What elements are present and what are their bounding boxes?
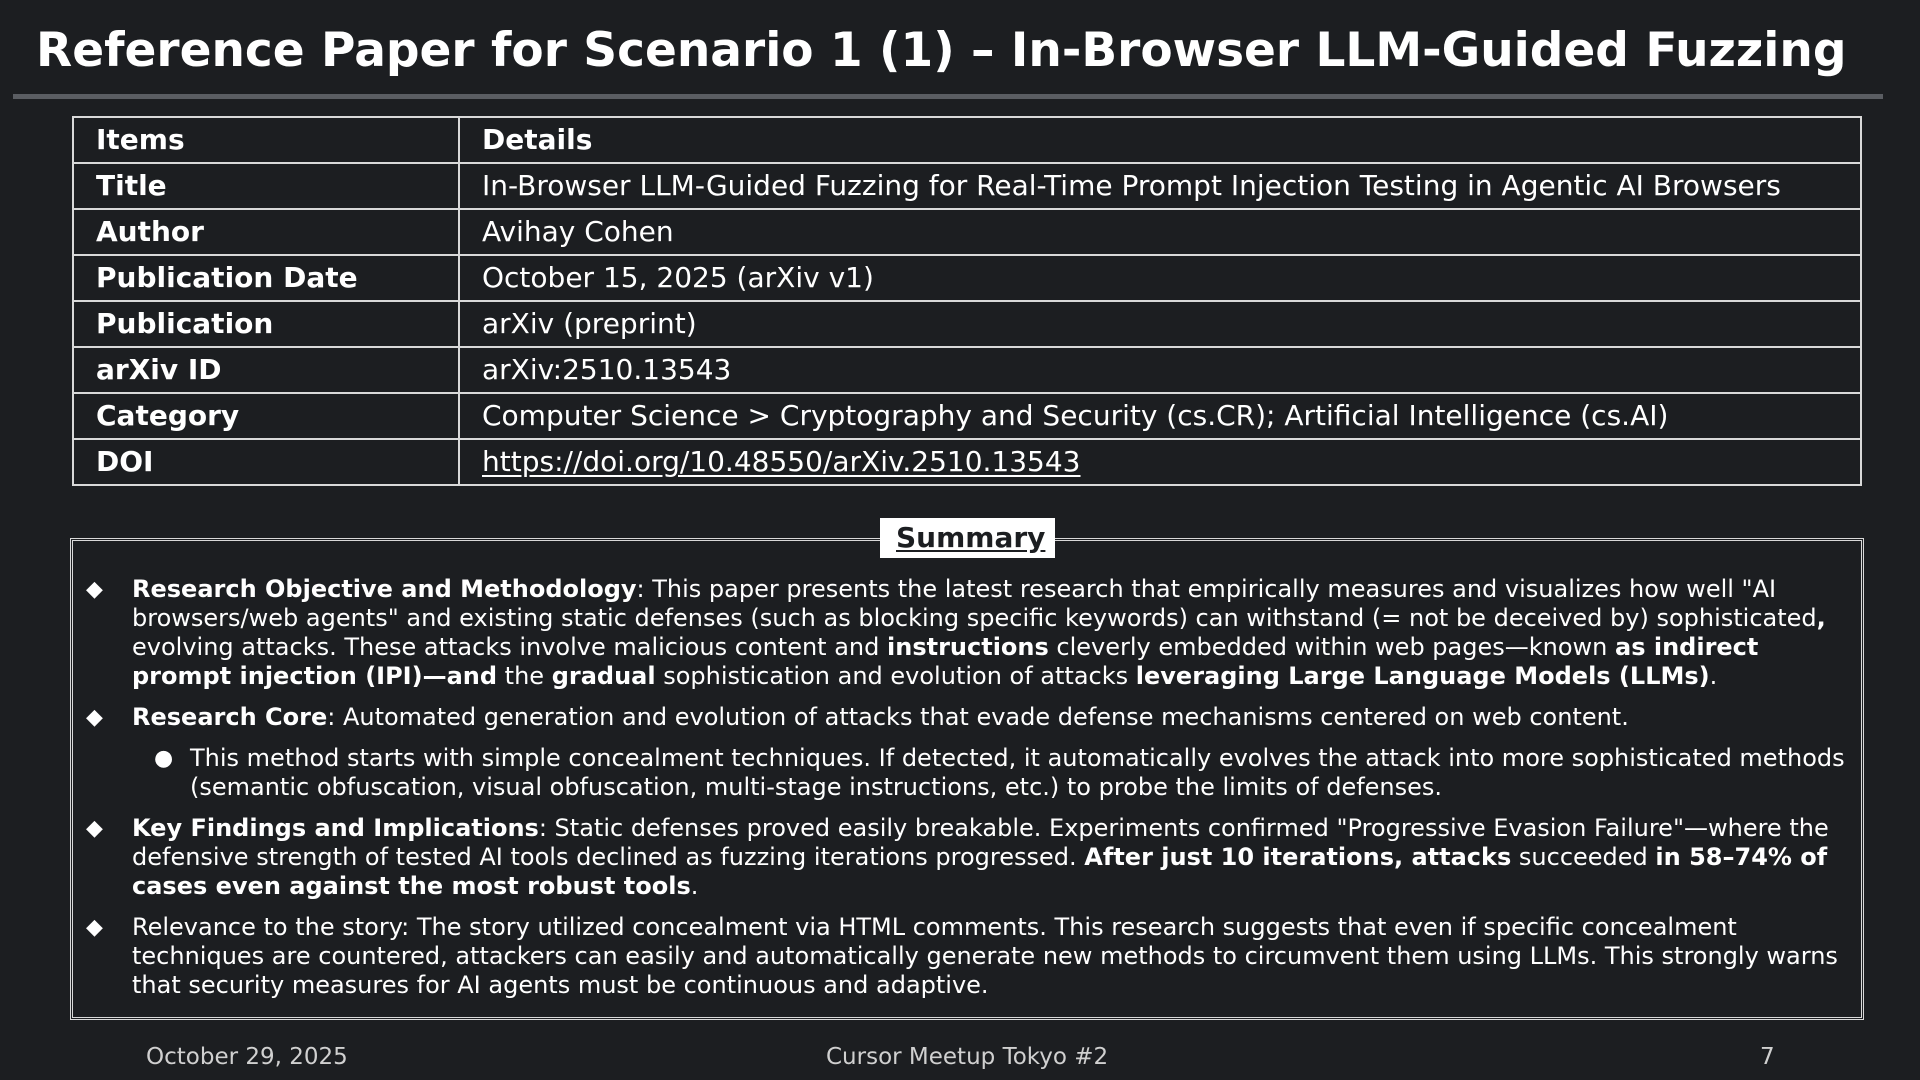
diamond-bullet-icon: ◆: [86, 705, 103, 730]
summary-bullet-core: [86, 703, 1850, 802]
table-row: [73, 439, 1861, 485]
footer-date: October 29, 2025: [146, 1044, 348, 1070]
sub-bullet-method: [132, 744, 1850, 802]
bullet-text: .: [1709, 662, 1718, 690]
bullet-text: : Static defenses proved easily breakable. Experiments confirmed "Progressive Evasion Failure"—where the defensive strength of tested AI tools declined as fuzzing iterations progressed.: [132, 814, 1829, 871]
diamond-bullet-icon: ◆: [86, 577, 103, 602]
row-label-doi: DOI: [73, 439, 459, 485]
bullet-emphasis: instructions: [887, 633, 1049, 661]
bullet-text: sophistication and evolution of attacks: [655, 662, 1136, 690]
header-items: Items: [73, 117, 459, 163]
row-label-publication-date: Publication Date: [73, 255, 459, 301]
row-value-title: In-Browser LLM-Guided Fuzzing for Real-Time Prompt Injection Testing in Agentic AI Browsers: [459, 163, 1861, 209]
bullet-emphasis: gradual: [551, 662, 656, 690]
summary-label: Summary: [880, 518, 1055, 558]
summary-list: [86, 575, 1850, 1012]
row-value-publication: arXiv (preprint): [459, 301, 1861, 347]
row-label-title: Title: [73, 163, 459, 209]
table-row: [73, 255, 1861, 301]
dot-bullet-icon: ●: [154, 746, 174, 771]
row-value-author: Avihay Cohen: [459, 209, 1861, 255]
bullet-heading: Research Objective and Methodology: [132, 575, 637, 603]
bullet-emphasis: After just 10 iterations, attacks: [1084, 843, 1512, 871]
bullet-heading: Research Core: [132, 703, 328, 731]
bullet-text: succeeded: [1511, 843, 1656, 871]
table-row: [73, 209, 1861, 255]
row-value-arxiv-id: arXiv:2510.13543: [459, 347, 1861, 393]
summary-bullet-objective: [86, 575, 1850, 691]
header-details: Details: [459, 117, 1861, 163]
row-value-category: Computer Science > Cryptography and Security (cs.CR); Artificial Intelligence (cs.AI): [459, 393, 1861, 439]
summary-bullet-relevance: [86, 913, 1850, 1000]
diamond-bullet-icon: ◆: [86, 816, 103, 841]
bullet-emphasis: leveraging Large Language Models (LLMs): [1135, 662, 1710, 690]
table-row: [73, 347, 1861, 393]
bullet-emphasis: as indirect prompt injection (IPI)—and: [132, 633, 1759, 690]
table-row: [73, 301, 1861, 347]
paper-info-table: [72, 116, 1862, 486]
row-label-publication: Publication: [73, 301, 459, 347]
bullet-text: : Automated generation and evolution of attacks that evade defense mechanisms centered on web content.: [327, 703, 1629, 731]
table-header-row: [73, 117, 1861, 163]
row-label-author: Author: [73, 209, 459, 255]
row-value-publication-date: October 15, 2025 (arXiv v1): [459, 255, 1861, 301]
bullet-text: cleverly embedded within web pages—known: [1048, 633, 1616, 661]
page-number: 7: [1760, 1044, 1775, 1070]
bullet-emphasis: in 58–74% of cases even against the most robust tools: [132, 843, 1828, 900]
bullet-text: : This paper presents the latest research that empirically measures and visualizes how well "AI browsers/web agents" and existing static defenses (such as blocking specific keywords) can withstand (= not be deceived by) sophisticated: [132, 575, 1817, 632]
table-row: [73, 393, 1861, 439]
bullet-heading: Key Findings and Implications: [132, 814, 539, 842]
slide-title: Reference Paper for Scenario 1 (1) – In-Browser LLM-Guided Fuzzing: [36, 23, 1847, 78]
bullet-text: .: [690, 872, 699, 900]
row-value-doi: [459, 439, 1861, 485]
row-label-category: Category: [73, 393, 459, 439]
bullet-text: the: [497, 662, 552, 690]
bullet-text: Relevance to the story: The story utilized concealment via HTML comments. This research suggests that even if specific concealment techniques are countered, attackers can easily and automatically generate new methods to circumvent them using LLMs. This strongly warns that security measures for AI agents must be continuous and adaptive.: [132, 913, 1838, 999]
sub-list: [132, 744, 1850, 802]
bullet-emphasis: ,: [1816, 604, 1826, 632]
summary-bullet-findings: [86, 814, 1850, 901]
title-divider: [13, 94, 1883, 99]
table-row: [73, 163, 1861, 209]
doi-link[interactable]: https://doi.org/10.48550/arXiv.2510.13543: [482, 445, 1081, 478]
footer-event-name: Cursor Meetup Tokyo #2: [826, 1044, 1109, 1070]
bullet-text: evolving attacks. These attacks involve malicious content and: [132, 633, 887, 661]
diamond-bullet-icon: ◆: [86, 915, 103, 940]
sub-bullet-text: This method starts with simple concealment techniques. If detected, it automatically evolves the attack into more sophisticated methods (semantic obfuscation, visual obfuscation, multi-stage instructions, etc.) to probe the limits of defenses.: [190, 744, 1845, 801]
row-label-arxiv-id: arXiv ID: [73, 347, 459, 393]
